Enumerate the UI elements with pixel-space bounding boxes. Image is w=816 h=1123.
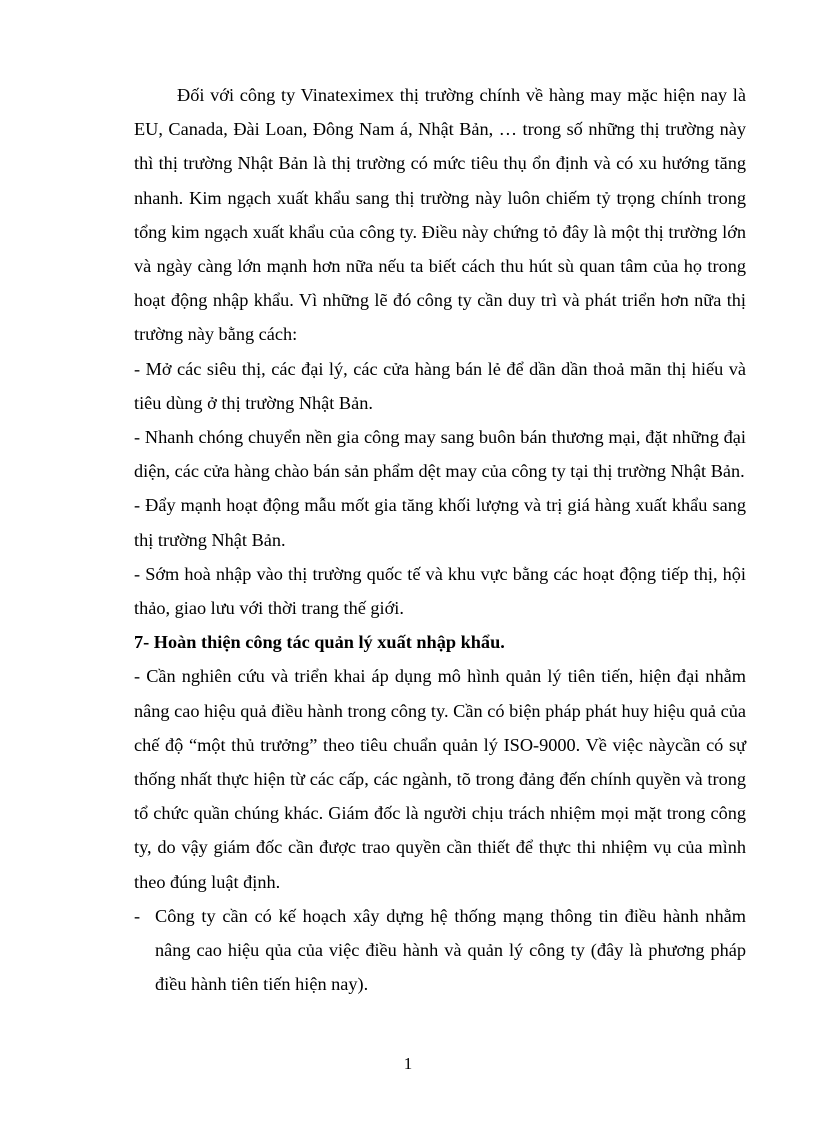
list-item-management-model: - Cần nghiên cứu và triển khai áp dụng mô hình quản lý tiên tiến, hiện đại nhằm nâng cao hiệu quả điều hành trong công ty. Cần có biện pháp phát huy hiệu quả của chế độ “một thủ trưởng” theo tiêu chuẩn quản lý ISO-9000. Về việc nàycần có sự thống nhất thực hiện từ các cấp, các ngành, tõ trong đảng đến chính quyền và trong tổ chức quần chúng khác. Giám đốc là người chịu trách nhiệm mọi mặt trong công ty, do vậy giám đốc cần được trao quyền cần thiết để thực thi nhiệm vụ của mình theo đúng luật định. [134, 666, 746, 892]
dash-marker: - [134, 905, 141, 926]
document-body [134, 78, 746, 1001]
list-item-supermarkets: - Mở các siêu thị, các đại lý, các cửa hàng bán lẻ để dần dần thoả mãn thị hiếu và tiêu dùng ở thị trường Nhật Bản. [134, 358, 746, 413]
list-item-trade-shift: - Nhanh chóng chuyển nền gia công may sang buôn bán thương mại, đặt những đại diện, các cửa hàng chào bán sản phẩm dệt may của công ty tại thị trường Nhật Bản. [134, 427, 746, 482]
list-item-integration: - Sớm hoà nhập vào thị trường quốc tế và khu vực bằng các hoạt động tiếp thị, hội thảo, giao lưu với thời trang thế giới. [134, 563, 746, 619]
list-item-information-network [134, 899, 746, 1002]
list-item-fashion-export: - Đẩy mạnh hoạt động mẫu mốt gia tăng khối lượng và trị giá hàng xuất khẩu sang thị trường Nhật Bản. [134, 495, 746, 550]
list-item-text: Công ty cần có kế hoạch xây dựng hệ thống mạng thông tin điều hành nhằm nâng cao hiệu qủa của việc điều hành và quản lý công ty (đây là phương pháp điều hành tiên tiến hiện nay). [155, 905, 746, 995]
intro-paragraph: Đối với công ty Vinateximex thị trường chính về hàng may mặc hiện nay là EU, Canada, Đài Loan, Đông Nam á, Nhật Bản, … trong số những thị trường này thì thị trường Nhật Bản là thị trường có mức tiêu thụ ổn định và có xu hướng tăng nhanh. Kim ngạch xuất khẩu sang thị trường này luôn chiếm tỷ trọng chính trong tổng kim ngạch xuất khẩu của công ty. Điều này chứng tỏ đây là một thị trường lớn và ngày càng lớn mạnh hơn nữa nếu ta biết cách thu hút sù quan tâm của họ trong hoạt động nhập khẩu. Vì những lẽ đó công ty cần duy trì và phát triển hơn nữa thị trường này bằng cách: [134, 85, 746, 345]
page-number: 1 [403, 1054, 413, 1073]
section-heading: 7- Hoàn thiện công tác quản lý xuất nhập khẩu. [134, 632, 505, 653]
